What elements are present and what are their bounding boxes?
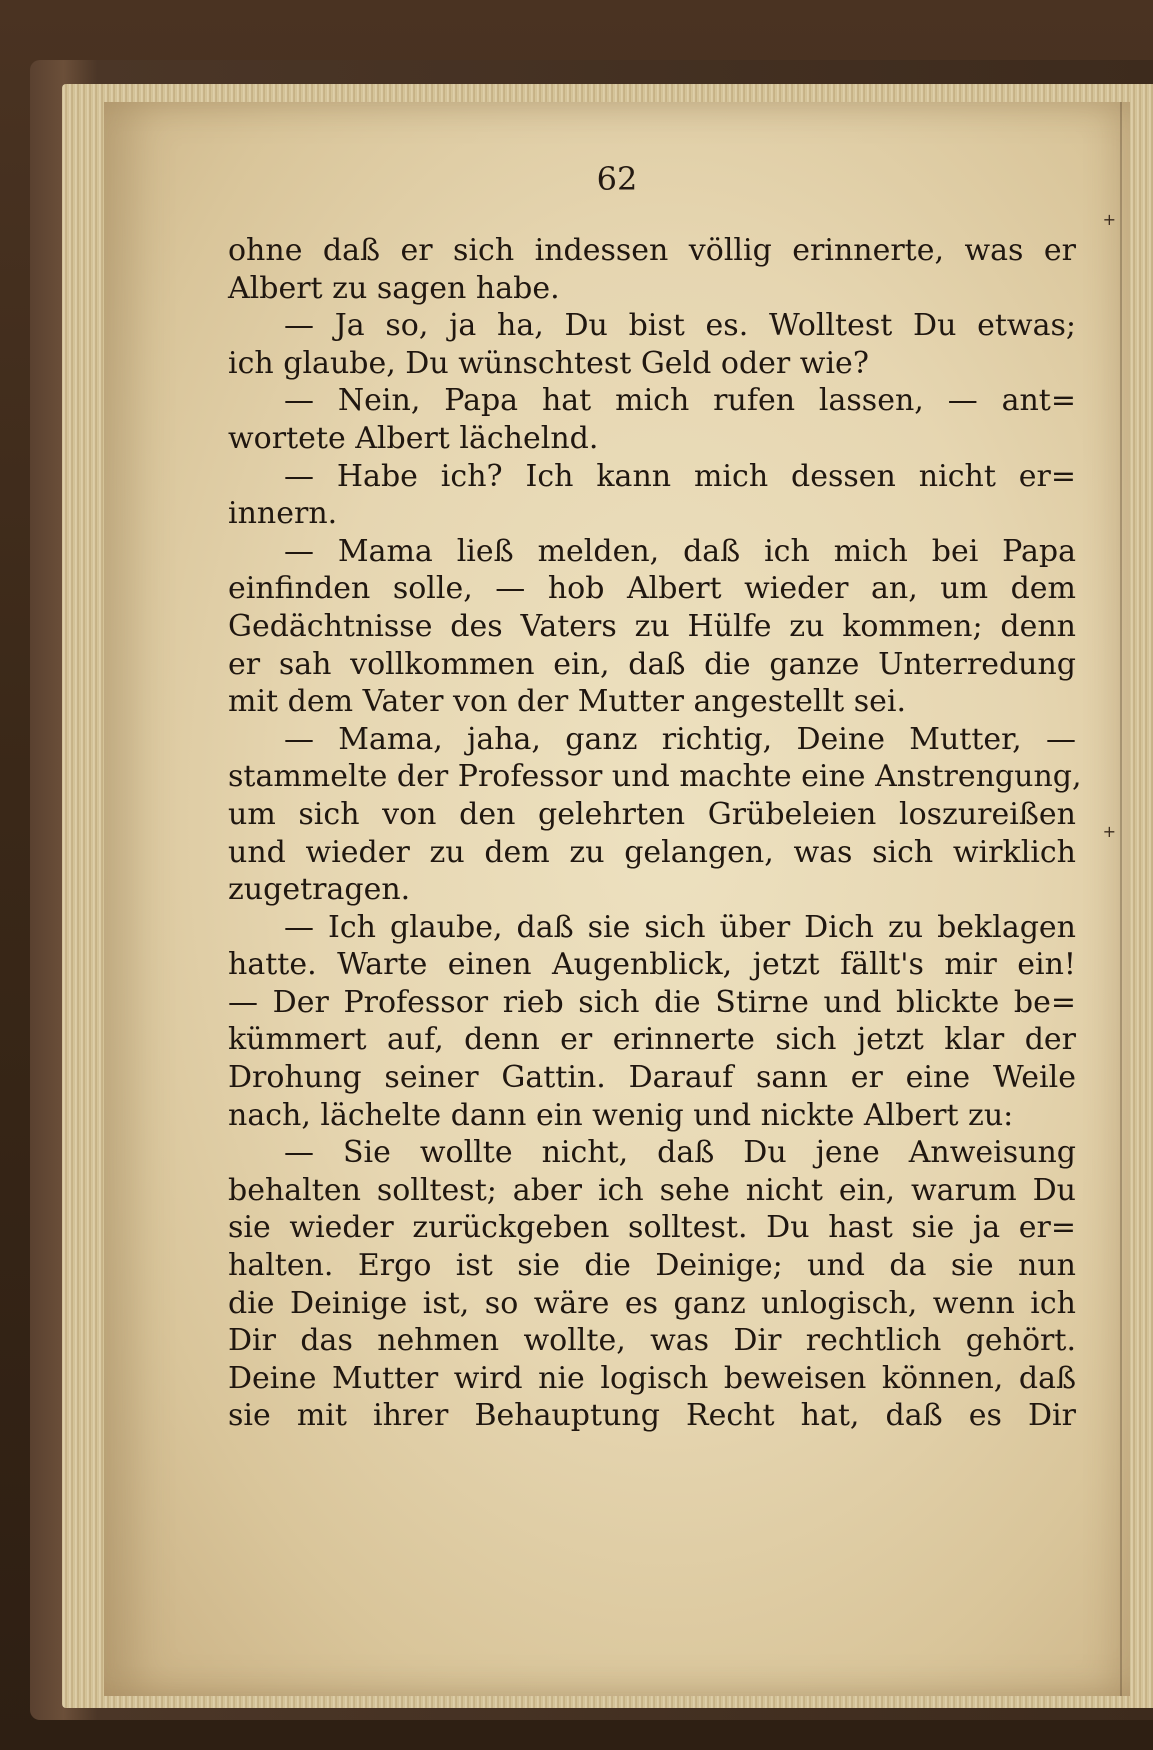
text-line: Drohung seiner Gattin. Darauf sann er eine Weile <box>228 1060 1076 1096</box>
text-line: ohne daß er sich indessen völlig erinnerte, was er <box>228 233 1076 268</box>
text-line: — Mama, jaha, ganz richtig, Deine Mutter, — <box>284 721 1076 757</box>
text-line: mit dem Vater von der Mutter angestellt sei. <box>228 684 906 720</box>
text-line: Gedächtnisse des Vaters zu Hülfe zu kommen; denn <box>228 608 1076 644</box>
text-line: sie wieder zurückgeben solltest. Du hast sie ja er= <box>228 1210 1076 1246</box>
margin-mark: + <box>1102 822 1116 841</box>
text-line: ich glaube, Du wünschtest Geld oder wie? <box>228 345 869 381</box>
text-line: Deine Mutter wird nie logisch beweisen können, daß <box>228 1360 1076 1396</box>
text-line: behalten solltest; aber ich sehe nicht ein, warum Du <box>228 1172 1076 1208</box>
body-text <box>228 232 1082 1435</box>
text-line: zugetragen. <box>228 872 411 908</box>
text-line: Albert zu sagen habe. <box>228 270 560 306</box>
text-line: wortete Albert lächelnd. <box>228 420 599 456</box>
text-line: nach, lächelte dann ein wenig und nickte Albert zu: <box>228 1097 1014 1133</box>
text-line: sie mit ihrer Behauptung Recht hat, daß es Dir <box>228 1398 1076 1434</box>
text-line: — Nein, Papa hat mich rufen lassen, — ant= <box>284 383 1076 419</box>
text-line: — Ja so, ja ha, Du bist es. Wolltest Du etwas; <box>284 308 1076 344</box>
text-line: und wieder zu dem zu gelangen, was sich wirklich <box>228 834 1076 870</box>
book-page <box>104 102 1130 1696</box>
text-line: — Der Professor rieb sich die Stirne und blickte be= <box>228 984 1076 1020</box>
text-line: kümmert auf, denn er erinnerte sich jetzt klar der <box>228 1022 1076 1058</box>
text-line: die Deinige ist, so wäre es ganz unlogisch, wenn ich <box>228 1285 1076 1321</box>
margin-mark: + <box>1102 210 1116 229</box>
text-line: stammelte der Professor und machte eine Anstrengung, <box>228 759 1082 795</box>
text-line: — Sie wollte nicht, daß Du jene Anweisung <box>284 1135 1076 1171</box>
text-line: einfinden solle, — hob Albert wieder an, um dem <box>228 571 1076 607</box>
text-line: — Ich glaube, daß sie sich über Dich zu beklagen <box>284 909 1076 945</box>
text-line: hatte. Warte einen Augenblick, jetzt fällt's mir ein! <box>228 947 1076 983</box>
text-line: er sah vollkommen ein, daß die ganze Unterredung <box>228 646 1076 682</box>
gutter-line <box>1120 102 1122 1696</box>
text-line: — Mama ließ melden, daß ich mich bei Papa <box>284 533 1076 569</box>
text-line: — Habe ich? Ich kann mich dessen nicht er= <box>284 458 1076 494</box>
text-line: Dir das nehmen wollte, was Dir rechtlich gehört. <box>228 1323 1076 1359</box>
text-line: halten. Ergo ist sie die Deinige; und da sie nun <box>228 1248 1076 1284</box>
text-line: um sich von den gelehrten Grübeleien loszureißen <box>228 796 1076 832</box>
page-number: 62 <box>596 160 638 198</box>
text-line: innern. <box>228 496 338 532</box>
